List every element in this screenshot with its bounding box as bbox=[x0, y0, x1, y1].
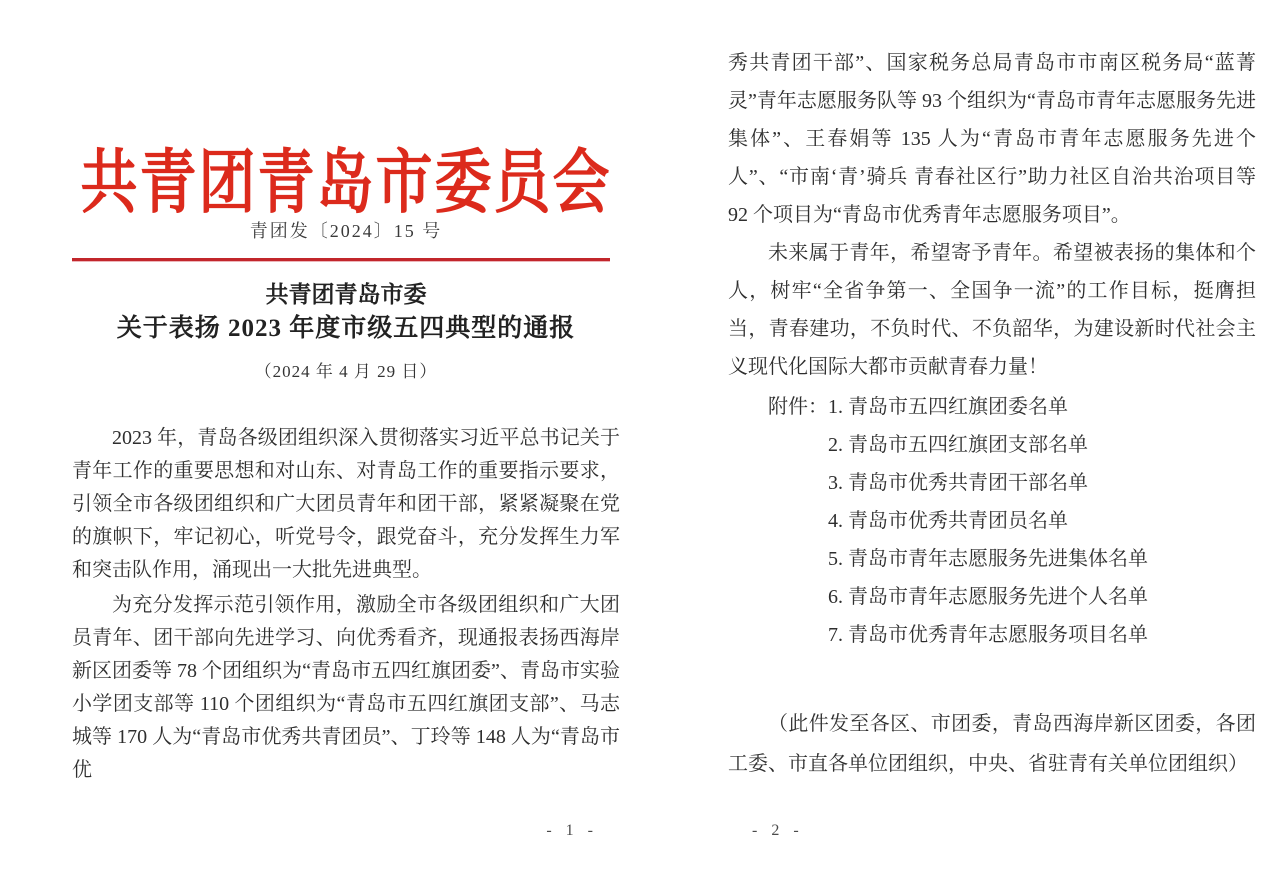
document-date: （2024 年 4 月 29 日） bbox=[254, 361, 438, 381]
page-1 bbox=[72, 0, 620, 895]
attachments-label: 附件： bbox=[768, 396, 828, 418]
page-1-body bbox=[72, 422, 620, 787]
attachment-item-2: 2. 青岛市五四红旗团支部名单 bbox=[828, 434, 1088, 456]
body-paragraph-2: 为充分发挥示范引领作用，激励全市各级团组织和广大团员青年、团干部向先进学习、向优秀看齐，现通报表扬西海岸新区团委等 78 个团组织为“青岛市五四红旗团委”、青岛市实验小学团支部等 110 个团组织为“青岛市五四红旗团支部”、马志城等 170 人为“青岛市优秀共青团员”、丁玲等 148 人为“青岛市优 bbox=[72, 593, 620, 781]
page-2-body bbox=[728, 0, 1256, 386]
issuing-authority-header: 共青团青岛市委员会 bbox=[80, 145, 612, 223]
body-paragraph-2-continuation: 秀共青团干部”、国家税务总局青岛市市南区税务局“蓝菁灵”青年志愿服务队等 93 个组织为“青岛市青年志愿服务先进集体”、王春娟等 135 人为“青岛市青年志愿服务先进个人”、“市南‘青’骑兵 青春社区行”助力社区自治共治项目等 92 个项目为“青岛市优秀青年志愿服务项目”。 bbox=[728, 52, 1256, 226]
attachment-item-3: 3. 青岛市优秀共青团干部名单 bbox=[828, 472, 1088, 494]
attachment-item-7: 7. 青岛市优秀青年志愿服务项目名单 bbox=[828, 624, 1148, 646]
attachment-item-1: 1. 青岛市五四红旗团委名单 bbox=[828, 396, 1068, 418]
page-2 bbox=[728, 0, 1256, 895]
document-title-line1: 共青团青岛市委 bbox=[265, 281, 427, 307]
attachments-list bbox=[828, 388, 1148, 654]
body-paragraph-3: 未来属于青年，希望寄予青年。希望被表扬的集体和个人，树牢“全省争第一、全国争一流”的工作目标，挺膺担当，青春建功，不负时代、不负韶华，为建设新时代社会主义现代化国际大都市贡献青春力量！ bbox=[728, 242, 1256, 378]
document-title bbox=[72, 279, 620, 347]
document-title-line2: 关于表扬 2023 年度市级五四典型的通报 bbox=[116, 314, 576, 342]
attachment-item-6: 6. 青岛市青年志愿服务先进个人名单 bbox=[828, 586, 1148, 608]
red-divider-line bbox=[72, 258, 610, 261]
attachments-section bbox=[728, 388, 1256, 654]
page-2-number: - 2 - bbox=[752, 822, 804, 839]
page-1-number: - 1 - bbox=[546, 822, 598, 839]
attachment-item-5: 5. 青岛市青年志愿服务先进集体名单 bbox=[828, 548, 1148, 570]
attachment-item-4: 4. 青岛市优秀共青团员名单 bbox=[828, 510, 1068, 532]
body-paragraph-1: 2023 年，青岛各级团组织深入贯彻落实习近平总书记关于青年工作的重要思想和对山东、对青岛工作的重要指示要求，引领全市各级团组织和广大团员青年和团干部，紧紧凝聚在党的旗帜下，牢记初心，听党号令，跟党奋斗，充分发挥生力军和突击队作用，涌现出一大批先进典型。 bbox=[72, 426, 620, 581]
document-number: 青团发〔2024〕15 号 bbox=[249, 220, 443, 241]
distribution-note: （此件发至各区、市团委，青岛西海岸新区团委，各团工委、市直各单位团组织，中央、省驻青有关单位团组织） bbox=[728, 713, 1256, 775]
